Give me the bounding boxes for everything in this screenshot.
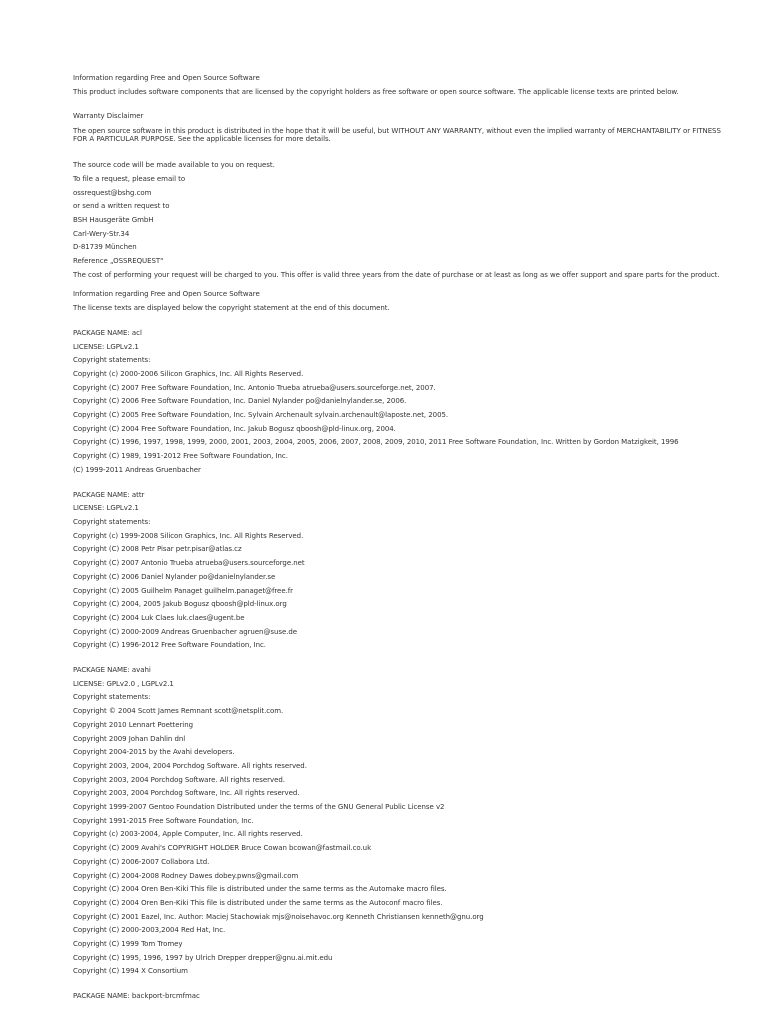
info2-text: The license texts are displayed below the copyright statement at the end of this document. xyxy=(73,304,390,313)
package-name: PACKAGE NAME: attr xyxy=(73,490,145,499)
package-block xyxy=(73,327,723,478)
package-name: PACKAGE NAME: avahi xyxy=(73,666,151,675)
warranty-text: The open source software in this product is distributed in the hope that it will be useful, but WITHOUT ANY WARRANTY, without even the implied warranty of MERCHANTABILITY or FITNESS FOR A PARTICULAR PURPOSE. See the applicable licenses for more details. xyxy=(73,127,721,144)
copyright-line: Copyright (C) 2004-2008 Rodney Dawes dobey.pwns@gmail.com xyxy=(73,871,299,880)
copyright-line: Copyright (C) 2000-2003,2004 Red Hat, Inc. xyxy=(73,926,226,935)
copyright-line: Copyright 1999-2007 Gentoo Foundation Distributed under the terms of the GNU General Public License v2 xyxy=(73,803,445,812)
copyright-line: (C) 1999-2011 Andreas Gruenbacher xyxy=(73,465,201,474)
copyright-line: Copyright 2003, 2004 Porchdog Software, Inc. All rights reserved. xyxy=(73,789,300,798)
copyright-line: Copyright (C) 2000-2009 Andreas Gruenbacher agruen@suse.de xyxy=(73,627,298,636)
package-name: PACKAGE NAME: backport-brcmfmac xyxy=(73,992,200,1001)
copyright-line: Copyright (C) 2008 Petr Pisar petr.pisar@atlas.cz xyxy=(73,545,242,554)
copyright-line: Copyright (C) 1995, 1996, 1997 by Ulrich Drepper drepper@gnu.ai.mit.edu xyxy=(73,953,333,962)
copyright-line: Copyright (C) 2001 Eazel, Inc. Author: Maciej Stachowiak mjs@noisehavoc.org Kenneth Christiansen kenneth@gnu.org xyxy=(73,912,484,921)
copyright-line: Copyright 2003, 2004 Porchdog Software. All rights reserved. xyxy=(73,775,285,784)
copyright-line: Copyright (C) 2007 Free Software Foundation, Inc. Antonio Trueba atrueba@users.sourceforge.net, 2007. xyxy=(73,383,436,392)
copyright-line: Copyright (C) 2004 Luk Claes luk.claes@ugent.be xyxy=(73,613,245,622)
copyright-line: Copyright 2009 Johan Dahlin dnl xyxy=(73,734,186,743)
copyright-statements-label: Copyright statements: xyxy=(73,356,151,365)
copyright-line: Copyright 2003, 2004, 2004 Porchdog Software. All rights reserved. xyxy=(73,761,307,770)
copyright-line: Copyright (C) 1996, 1997, 1998, 1999, 2000, 2001, 2003, 2004, 2005, 2006, 2007, 2008, 2009, 2010, 2011 Free Software Foundation, Inc. Written by Gordon Matzigkeit, 1996 xyxy=(73,438,679,447)
package-block xyxy=(73,664,723,979)
copyright-line: Copyright (C) 1994 X Consortium xyxy=(73,967,188,976)
copyright-line: Copyright (C) 2004 Free Software Foundation, Inc. Jakub Bogusz qboosh@pld-linux.org, 2004. xyxy=(73,424,396,433)
address-city: D-81739 München xyxy=(73,243,137,252)
source-line: or send a written request to xyxy=(73,202,170,211)
copyright-line: Copyright (C) 1989, 1991-2012 Free Software Foundation, Inc. xyxy=(73,452,288,461)
copyright-line: Copyright (C) 1996-2012 Free Software Foundation, Inc. xyxy=(73,641,266,650)
copyright-line: Copyright (C) 2006 Free Software Foundation, Inc. Daniel Nylander po@danielnylander.se, 2006. xyxy=(73,397,407,406)
copyright-line: Copyright 1991-2015 Free Software Foundation, Inc. xyxy=(73,816,254,825)
copyright-line: Copyright (C) 2005 Free Software Foundation, Inc. Sylvain Archenault sylvain.archenault@laposte.net, 2005. xyxy=(73,411,449,420)
package-license: LICENSE: LGPLv2.1 xyxy=(73,504,139,513)
copyright-line: Copyright 2010 Lennart Poettering xyxy=(73,720,193,729)
address-company: BSH Hausgeräte GmbH xyxy=(73,215,154,224)
copyright-line: Copyright (C) 2004 Oren Ben-Kiki This file is distributed under the same terms as the Autoconf macro files. xyxy=(73,898,443,907)
copyright-line: Copyright (c) 1999-2008 Silicon Graphics, Inc. All Rights Reserved. xyxy=(73,531,304,540)
copyright-line: Copyright 2004-2015 by the Avahi developers. xyxy=(73,748,235,757)
copyright-line: Copyright (C) 2009 Avahi's COPYRIGHT HOLDER Bruce Cowan bcowan@fastmail.co.uk xyxy=(73,844,372,853)
copyright-line: Copyright (C) 2005 Guilhelm Panaget guilhelm.panaget@free.fr xyxy=(73,586,293,595)
package-license: LICENSE: GPLv2.0 , LGPLv2.1 xyxy=(73,679,174,688)
copyright-line: Copyright © 2004 Scott James Remnant scott@netsplit.com. xyxy=(73,707,284,716)
copyright-line: Copyright (C) 1999 Tom Tromey xyxy=(73,940,183,949)
address-street: Carl-Wery-Str.34 xyxy=(73,229,130,238)
info2-heading: Information regarding Free and Open Source Software xyxy=(73,290,260,299)
copyright-line: Copyright (C) 2004 Oren Ben-Kiki This file is distributed under the same terms as the Automake macro files. xyxy=(73,885,447,894)
package-block xyxy=(73,489,723,653)
intro-heading: Information regarding Free and Open Source Software xyxy=(73,74,260,82)
address-reference: Reference „OSSREQUEST“ xyxy=(73,257,164,266)
copyright-line: Copyright (C) 2006-2007 Collabora Ltd. xyxy=(73,857,210,866)
warranty-heading: Warranty Disclaimer xyxy=(73,112,144,121)
source-cost-note: The cost of performing your request will be charged to you. This offer is valid three years from the date of purchase or at least as long as we offer support and spare parts for the product. xyxy=(73,270,720,279)
copyright-statements-label: Copyright statements: xyxy=(73,693,151,702)
document-page xyxy=(73,72,723,1004)
copyright-line: Copyright (C) 2006 Daniel Nylander po@danielnylander.se xyxy=(73,572,276,581)
copyright-statements-label: Copyright statements: xyxy=(73,517,151,526)
source-email: ossrequest@bshg.com xyxy=(73,188,152,197)
copyright-line: Copyright (c) 2003-2004, Apple Computer, Inc. All rights reserved. xyxy=(73,830,303,839)
intro-text: This product includes software components that are licensed by the copyright holders as free software or open source software. The applicable license texts are printed below. xyxy=(73,87,679,96)
copyright-line: Copyright (C) 2007 Antonio Trueba atrueba@users.sourceforge.net xyxy=(73,559,305,568)
package-license: LICENSE: LGPLv2.1 xyxy=(73,342,139,351)
source-line: The source code will be made available to you on request. xyxy=(73,161,275,170)
copyright-line: Copyright (c) 2000-2006 Silicon Graphics, Inc. All Rights Reserved. xyxy=(73,369,304,378)
copyright-line: Copyright (C) 2004, 2005 Jakub Bogusz qboosh@pld-linux.org xyxy=(73,600,287,609)
source-line: To file a request, please email to xyxy=(73,174,186,183)
package-name: PACKAGE NAME: acl xyxy=(73,328,142,337)
